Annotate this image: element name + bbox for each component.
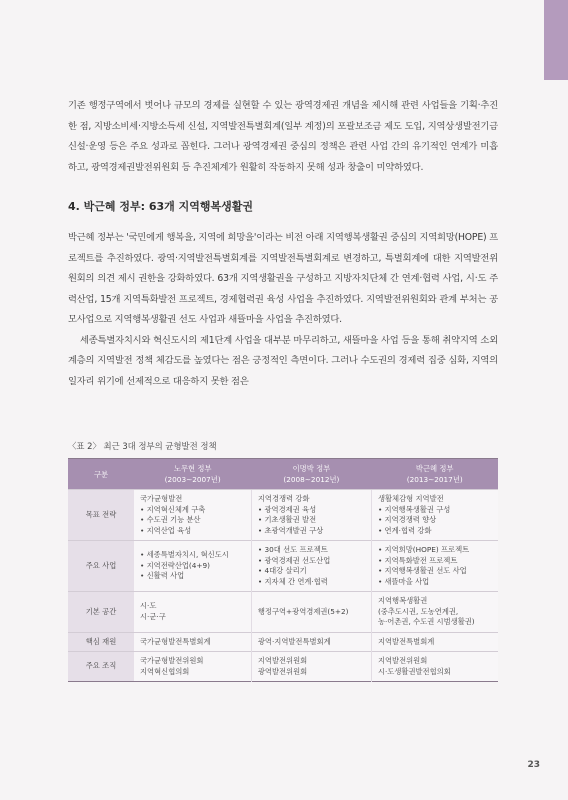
row-label: 주요 조직 bbox=[68, 652, 134, 682]
cell-line: • 수도권 기능 분산 bbox=[140, 515, 201, 524]
table-cell bbox=[134, 592, 251, 633]
cell-line: 시·도 bbox=[140, 601, 157, 611]
header-roh: 노무현 정부 (2003∼2007년) bbox=[134, 459, 251, 490]
table-row bbox=[68, 541, 498, 592]
row-label: 기본 공간 bbox=[68, 592, 134, 633]
table-cell bbox=[371, 632, 498, 652]
cell-line: (중추도시권, 도농연계권, bbox=[377, 606, 459, 616]
body-paragraph-1: 기존 행정구역에서 벗어나 규모의 경제를 실현할 수 있는 광역경제권 개념을 제시해 관련 사업들을 기획·추진한 점, 지방소비세·지방소득세 신설, 지역발전특별회계(일부 계정)의 포괄보조금 제도 도입, 지역상생발전기금 신설·운영 등은 주요 성과로 꼽힌다. 그러나 광역경제권 중심의 정책은 관련 사업 간의 유기적인 연계가 미흡하고, 광역경제권발전위원회 등 추진체계가 원활히 작동하지 못해 성과 창출이 미약하였다. bbox=[68, 100, 498, 173]
cell-line: 시·군·구 bbox=[140, 611, 166, 621]
cell-line: 국가균형발전특별회계 bbox=[140, 636, 211, 646]
row-label: 목표 전략 bbox=[68, 490, 134, 541]
cell-line: 생활체감형 지역발전 bbox=[377, 494, 444, 503]
cell-line: • 30대 선도 프로젝트 bbox=[257, 545, 328, 554]
cell-line: • 기초생활권 발전 bbox=[257, 515, 317, 524]
cell-line: 시·도생활권발전협의회 bbox=[377, 666, 451, 676]
cell-line: • 연계·협력 강화 bbox=[377, 525, 432, 535]
table-cell bbox=[134, 652, 251, 682]
cell-line: 광역발전위원회 bbox=[257, 666, 308, 676]
header-lee: 이명박 정부 (2008∼2012년) bbox=[251, 459, 371, 490]
cell-line: • 4대강 살리기 bbox=[257, 566, 307, 575]
policy-comparison-table bbox=[68, 458, 498, 682]
table-cell bbox=[371, 592, 498, 633]
cell-line: • 지자체 간 연계·협력 bbox=[257, 576, 328, 586]
table-caption: 〈표 2〉 최근 3대 정부의 균형발전 정책 bbox=[68, 441, 217, 451]
cell-line: • 지역행복생활권 구성 bbox=[377, 504, 451, 514]
table-row bbox=[68, 592, 498, 633]
cell-line: 광역·지역발전특별회계 bbox=[257, 636, 331, 646]
table-row bbox=[68, 652, 498, 682]
cell-line: • 초광역개발권 구상 bbox=[257, 525, 324, 535]
table-cell bbox=[371, 652, 498, 682]
row-label: 핵심 재원 bbox=[68, 632, 134, 652]
page-number: 23 bbox=[527, 760, 540, 770]
table-cell bbox=[251, 632, 371, 652]
table-cell bbox=[371, 490, 498, 541]
cell-line: 지역행복생활권 bbox=[377, 596, 428, 605]
table-cell bbox=[251, 541, 371, 592]
corner-accent-bar bbox=[544, 0, 568, 80]
cell-line: • 지역산업 육성 bbox=[140, 525, 192, 535]
cell-line: 지역발전특별회계 bbox=[377, 636, 435, 646]
body-paragraph-2: 박근혜 정부는 '국민에게 행복을, 지역에 희망을'이라는 비전 아래 지역행복생활권 중심의 지역희망(HOPE) 프로젝트를 추진하였다. 광역·지역발전특별회계를 지역발전특별회계로 변경하고, 특별회계에 대한 지역발전위원회의 의견 제시 권한을 강화하였다. 63개 지역생활권을 구성하고 지방자치단체 간 연계·협력 사업, 시·도 주력산업, 15개 지역특화발전 프로젝트, 경제협력권 육성 사업을 추진하였다. 지역발전위원회와 관계 부처는 공모사업으로 지역행복생활권 선도 사업과 새뜰마을 사업을 추진하였다. bbox=[68, 232, 498, 325]
section-heading: 4. 박근혜 정부: 63개 지역행복생활권 bbox=[68, 200, 253, 213]
body-paragraph-3: 세종특별자치시와 혁신도시의 제1단계 사업을 대부분 마무리하고, 새뜰마을 사업 등을 통해 취약지역 소외계층의 지역발전 정책 체감도를 높였다는 점은 긍정적인 측면이다. 그러나 수도권의 경제력 집중 심화, 지역의 일자리 위기에 선제적으로 대응하지 못한 점은 bbox=[68, 334, 498, 387]
table-cell bbox=[251, 652, 371, 682]
header-park: 박근혜 정부 (2013∼2017년) bbox=[371, 459, 498, 490]
cell-line: • 광역경제권 육성 bbox=[257, 504, 317, 514]
cell-line: • 지역경쟁력 향상 bbox=[377, 515, 437, 524]
cell-line: 지역혁신협의회 bbox=[140, 666, 190, 676]
cell-line: 국가균형발전 bbox=[140, 494, 183, 503]
cell-line: 지역경쟁력 강화 bbox=[257, 494, 310, 503]
cell-line: • 지역전략산업(4+9) bbox=[140, 560, 211, 570]
page-content bbox=[68, 96, 498, 682]
table-cell bbox=[251, 592, 371, 633]
table-row bbox=[68, 632, 498, 652]
table-header-row bbox=[68, 459, 498, 490]
cell-line: • 지역특화발전 프로젝트 bbox=[377, 555, 458, 565]
cell-line: • 신활력 사업 bbox=[140, 571, 185, 581]
table-cell bbox=[134, 541, 251, 592]
cell-line: • 새뜰마을 사업 bbox=[377, 576, 430, 586]
cell-line: • 지역행복생활권 선도 사업 bbox=[377, 566, 467, 575]
cell-line: 지역발전위원회 bbox=[257, 656, 308, 665]
table-row bbox=[68, 490, 498, 541]
cell-line: 행정구역+광역경제권(5+2) bbox=[257, 606, 349, 616]
table-cell bbox=[134, 632, 251, 652]
cell-line: • 광역경제권 선도산업 bbox=[257, 555, 331, 565]
header-category: 구분 bbox=[68, 459, 134, 490]
cell-line: • 지역희망(HOPE) 프로젝트 bbox=[377, 545, 470, 554]
table-cell bbox=[371, 541, 498, 592]
cell-line: • 세종특별자치시, 혁신도시 bbox=[140, 550, 229, 560]
cell-line: 농·어촌권, 수도권 시범생활권) bbox=[377, 617, 475, 626]
cell-line: • 지역혁신체계 구축 bbox=[140, 504, 206, 514]
table-cell bbox=[251, 490, 371, 541]
cell-line: 국가균형발전위원회 bbox=[140, 656, 204, 665]
cell-line: 지역발전위원회 bbox=[377, 656, 428, 665]
row-label: 주요 사업 bbox=[68, 541, 134, 592]
table-cell bbox=[134, 490, 251, 541]
